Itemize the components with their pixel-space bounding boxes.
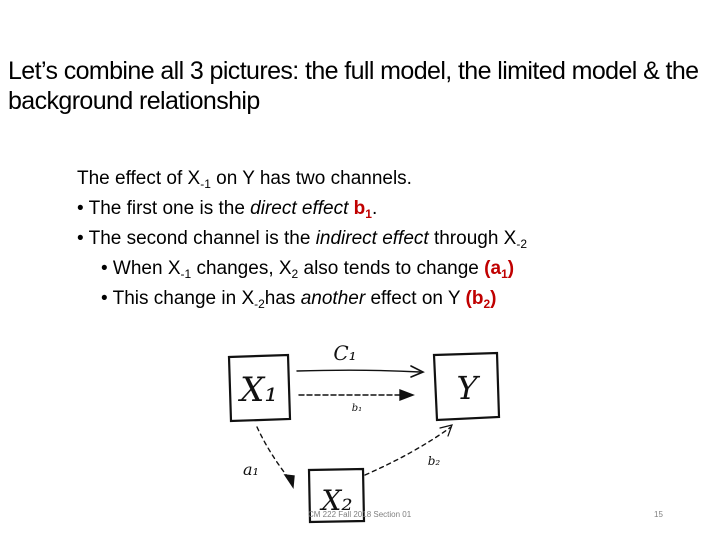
bullet-line-2: • The first one is the direct effect $b_1$. (77, 198, 378, 221)
edge-c1-label: C₁ (333, 341, 357, 365)
edge-a1-label: a₁ (243, 460, 259, 479)
edge-b1-label: b₁ (351, 403, 363, 414)
slide-body (77, 164, 697, 314)
node-x2-label: X₂ (321, 484, 353, 517)
slide-title: Let’s combine all 3 pictures: the full model, the limited model & the background relationship (8, 57, 699, 115)
sub-bullet-line-4: • When $X_{-1}$ changes, $X_2$ also tends to change $(a_1)$ (101, 258, 515, 281)
sub-bullet-line-5: • This change in $X_{-2}has$ another effect on Y $(b_2)$ (101, 288, 497, 311)
edge-b2-label: b₂ (427, 454, 441, 468)
bullet-line-3: • The second channel is the indirect effect through $X_{-2}$ (77, 228, 528, 251)
node-x1-label: X₁ (240, 370, 278, 410)
node-y-label: Y (456, 369, 478, 407)
page-number: 15 (654, 510, 663, 519)
arrowhead-a1 (285, 475, 294, 487)
bullet-line-1: The effect of $X_{-1}$ on Y has two channels. (77, 168, 412, 191)
arrow-c1 (297, 370, 420, 372)
arrow-a1 (257, 427, 291, 481)
slide-footer: CM 222 Fall 2018 Section 01 (308, 510, 412, 519)
arrowhead-b1 (400, 390, 413, 400)
path-diagram (215, 335, 515, 535)
